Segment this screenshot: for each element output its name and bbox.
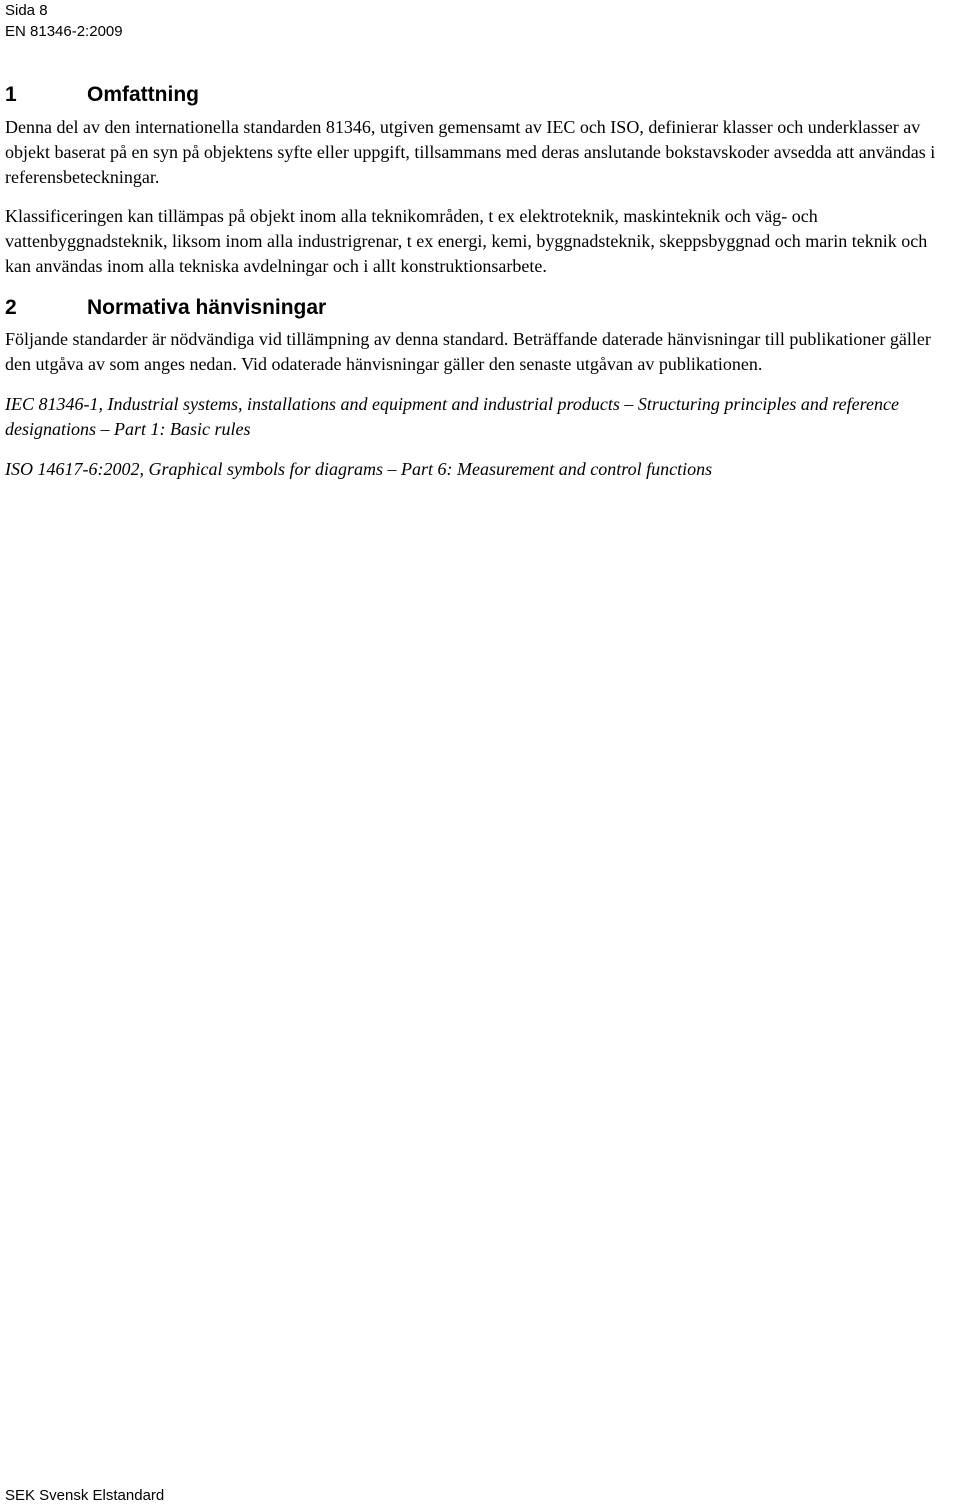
section-2-title: Normativa hänvisningar: [87, 296, 327, 319]
section-1-heading: [5, 80, 955, 110]
document-id: EN 81346-2:2009: [5, 23, 123, 40]
section-2-heading: [5, 293, 955, 323]
page-content: [5, 80, 955, 482]
reference-iec-81346-1: IEC 81346-1, Industrial systems, installations and equipment and industrial products – Structuring principles and reference designations – Part 1: Basic rules: [5, 394, 899, 439]
page-header: [5, 0, 123, 42]
page-footer: SEK Svensk Elstandard: [5, 1487, 165, 1504]
page-number: Sida 8: [5, 2, 48, 19]
section-2-number: 2: [5, 296, 17, 319]
section-1-paragraph-1: Denna del av den internationella standarden 81346, utgiven gemensamt av IEC och ISO, definierar klasser och underklasser av objekt baserat på en syn på objektens syfte eller uppgift, tillsammans med deras anslutande bokstavskoder avsedda att användas i referensbeteckningar.: [5, 117, 936, 187]
section-1-paragraph-2: Klassificeringen kan tillämpas på objekt inom alla teknikområden, t ex elektroteknik, maskinteknik och väg- och vattenbyggnadsteknik, liksom inom alla industrigrenar, t ex energi, kemi, byggnadsteknik, skeppsbyggnad och marin teknik och kan användas inom alla tekniska avdelningar och i allt konstruktionsarbete.: [5, 206, 928, 276]
section-2-paragraph-1: Följande standarder är nödvändiga vid tillämpning av denna standard. Beträffande daterade hänvisningar till publikationer gäller den utgåva av som anges nedan. Vid odaterade hänvisningar gäller den senaste utgåvan av publikationen.: [5, 329, 931, 374]
section-1-title: Omfattning: [87, 83, 199, 106]
reference-iso-14617-6: ISO 14617-6:2002, Graphical symbols for diagrams – Part 6: Measurement and control functions: [5, 459, 713, 479]
section-1-number: 1: [5, 83, 17, 106]
